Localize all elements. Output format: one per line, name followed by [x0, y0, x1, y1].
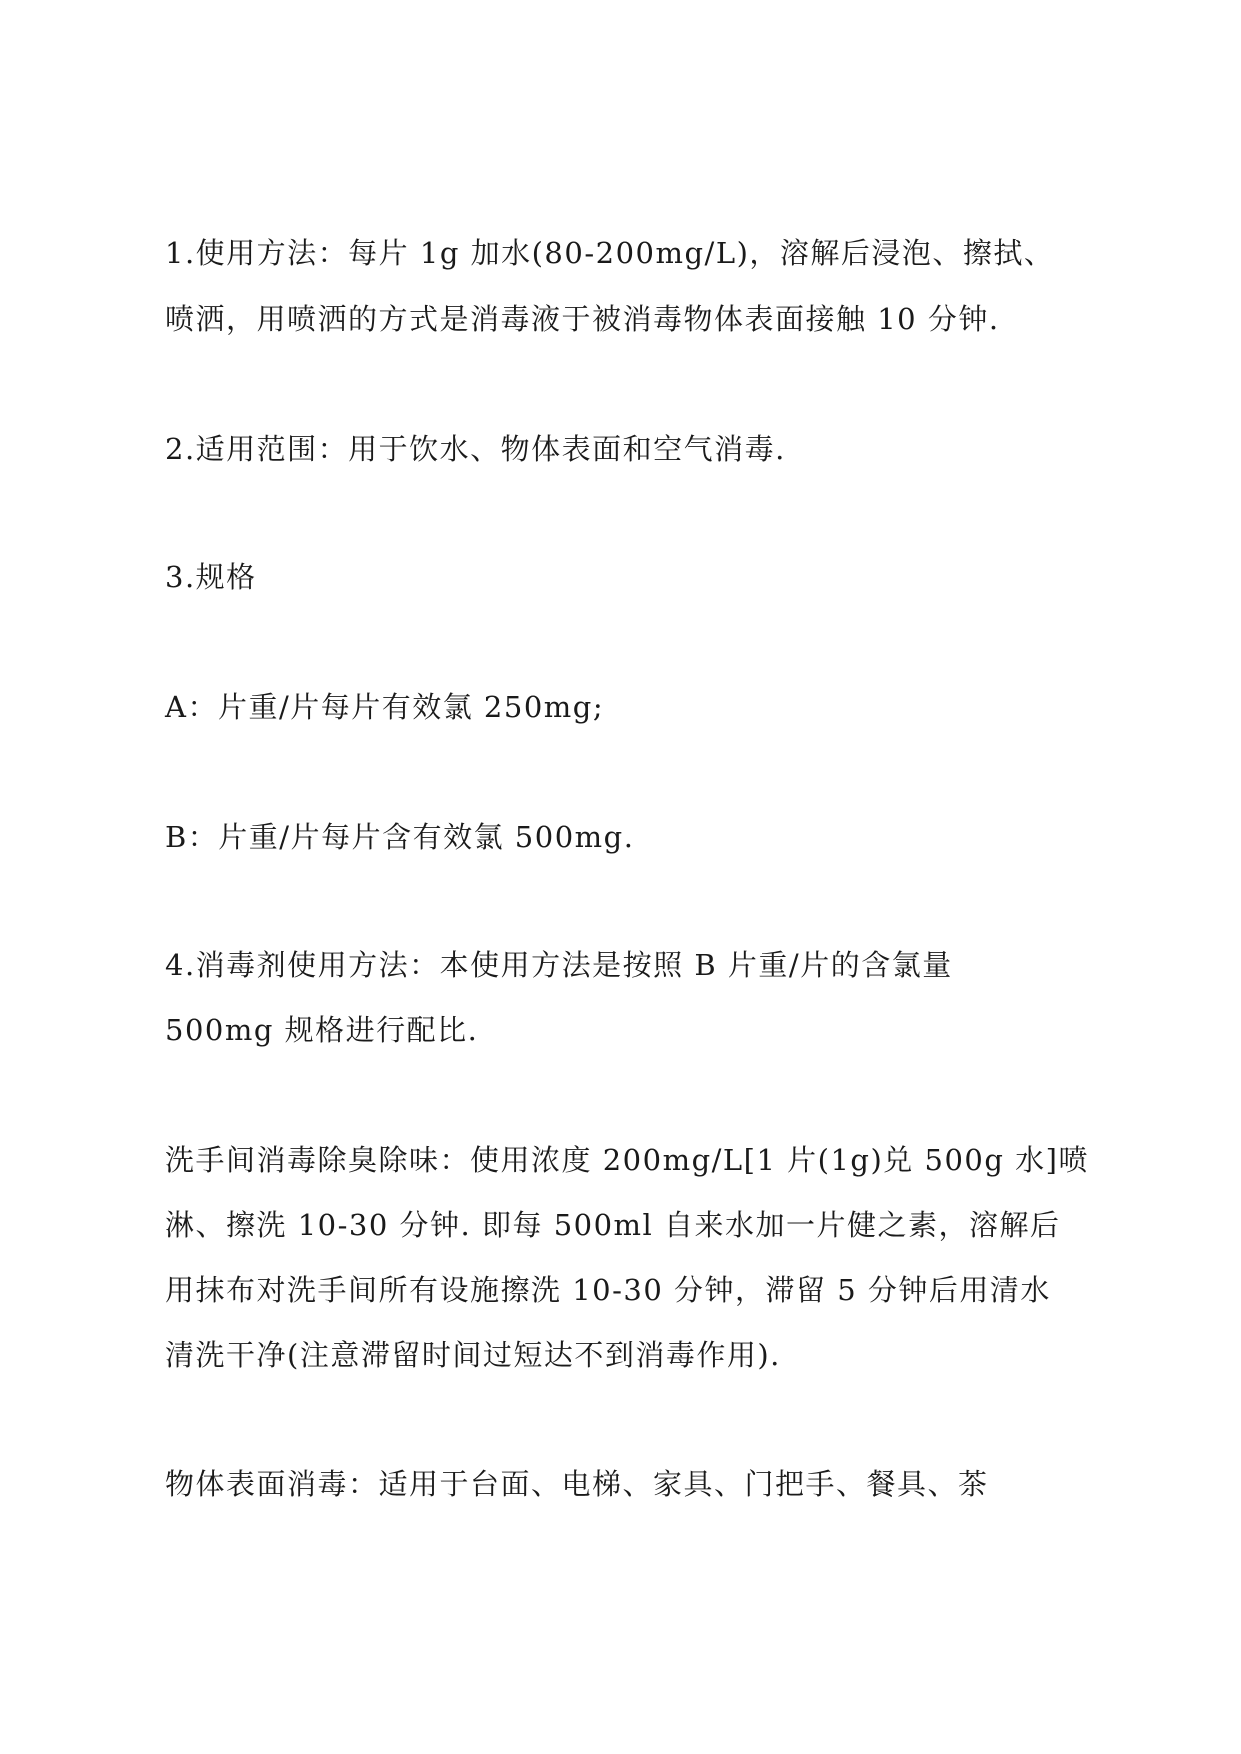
scope-line: 2.适用范围：用于饮水、物体表面和空气消毒.	[165, 432, 786, 466]
surface-disinfection-line: 物体表面消毒：适用于台面、电梯、家具、门把手、餐具、茶	[165, 1467, 989, 1501]
restroom-line-1: 洗手间消毒除臭除味：使用浓度 200mg/L[1 片(1g)兑 500g 水]喷	[165, 1143, 1089, 1177]
usage-method-line-1: 1.使用方法：每片 1g 加水(80-200mg/L)，溶解后浸泡、擦拭、	[165, 236, 1055, 270]
disinfectant-method-line-1: 4.消毒剂使用方法：本使用方法是按照 B 片重/片的含氯量	[165, 948, 953, 982]
usage-method-line-2: 喷洒，用喷洒的方式是消毒液于被消毒物体表面接触 10 分钟.	[165, 302, 1000, 336]
restroom-line-2: 淋、擦洗 10-30 分钟. 即每 500ml 自来水加一片健之素，溶解后	[165, 1208, 1061, 1242]
disinfectant-method-line-2: 500mg 规格进行配比.	[165, 1013, 479, 1047]
spec-b-line: B：片重/片每片含有效氯 500mg.	[165, 820, 635, 854]
restroom-line-4: 清洗干净(注意滞留时间过短达不到消毒作用).	[165, 1338, 781, 1372]
spec-a-line: A：片重/片每片有效氯 250mg;	[165, 690, 605, 724]
spec-heading: 3.规格	[165, 560, 257, 594]
restroom-line-3: 用抹布对洗手间所有设施擦洗 10-30 分钟，滞留 5 分钟后用清水	[165, 1273, 1051, 1307]
